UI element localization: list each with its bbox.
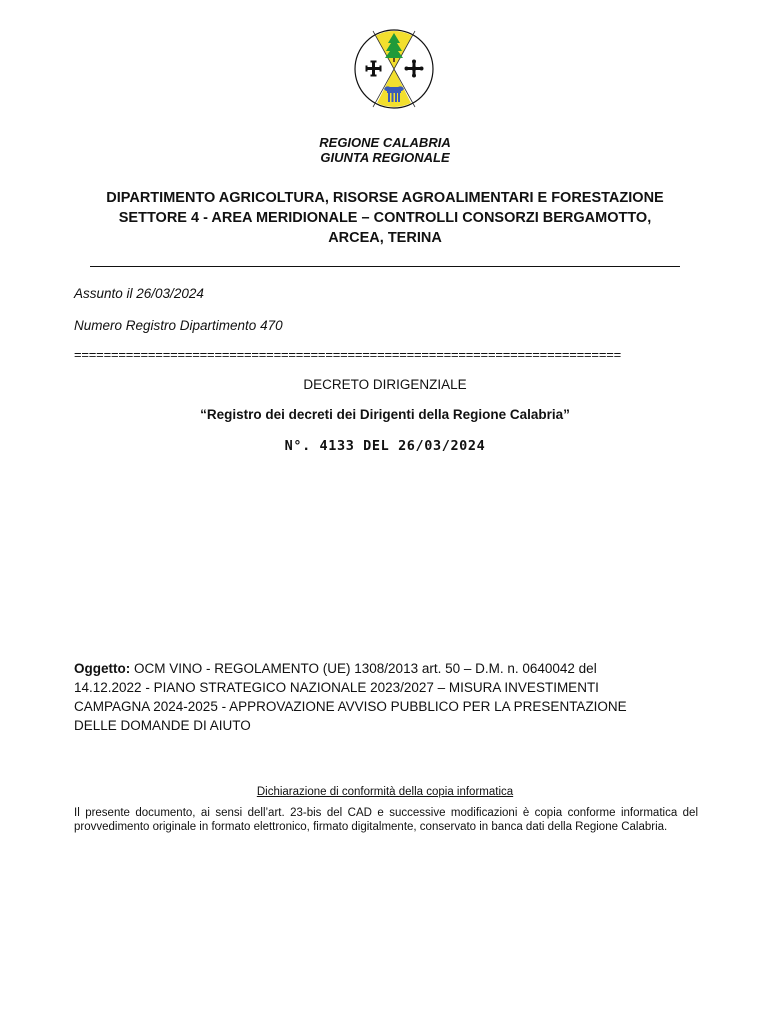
decree-registry: “Registro dei decreti dei Dirigenti della Regione Calabria”	[200, 407, 570, 422]
subject-paragraph	[74, 659, 664, 735]
department-line: DIPARTIMENTO AGRICOLTURA, RISORSE AGROALIMENTARI E FORESTAZIONE	[106, 190, 664, 206]
department-heading	[70, 188, 700, 248]
conformity-title: Dichiarazione di conformità della copia informatica	[256, 786, 514, 798]
department-line: ARCEA, TERINA	[328, 230, 442, 246]
conformity-text: Il presente documento, ai sensi dell’art. 23-bis del CAD e successive modificazioni è copia conforme informatica del provvedimento originale in formato elettronico, firmato digitalmente, conservato in banca dati della Regione Calabria.	[74, 807, 698, 833]
subject-text: OCM VINO - REGOLAMENTO (UE) 1308/2013 art. 50 – D.M. n. 0640042 del 14.12.2022 - PIANO STRATEGICO NAZIONALE 2023/2027 – MISURA INVESTIMENTI CAMPAGNA 2024-2025 - APPROVAZIONE AVVISO PUBBLICO PER LA PRESENTAZIONE DELLE DOMANDE DI AIUTO	[74, 661, 627, 733]
regione-calabria-logo-icon	[353, 27, 435, 111]
decree-number: N°. 4133 DEL 26/03/2024	[284, 438, 486, 454]
registry-number: Numero Registro Dipartimento 470	[74, 318, 283, 333]
council-name: GIUNTA REGIONALE	[320, 150, 450, 165]
region-name: REGIONE CALABRIA	[319, 135, 451, 150]
horizontal-divider	[90, 266, 680, 267]
department-line: SETTORE 4 - AREA MERIDIONALE – CONTROLLI CONSORZI BERGAMOTTO,	[118, 210, 652, 226]
decree-type: DECRETO DIRIGENZIALE	[303, 377, 467, 392]
region-header	[0, 135, 770, 165]
subject-label: Oggetto:	[74, 661, 131, 676]
assunto-date: Assunto il 26/03/2024	[74, 286, 204, 301]
separator-line: ==========================================================================	[74, 347, 621, 362]
